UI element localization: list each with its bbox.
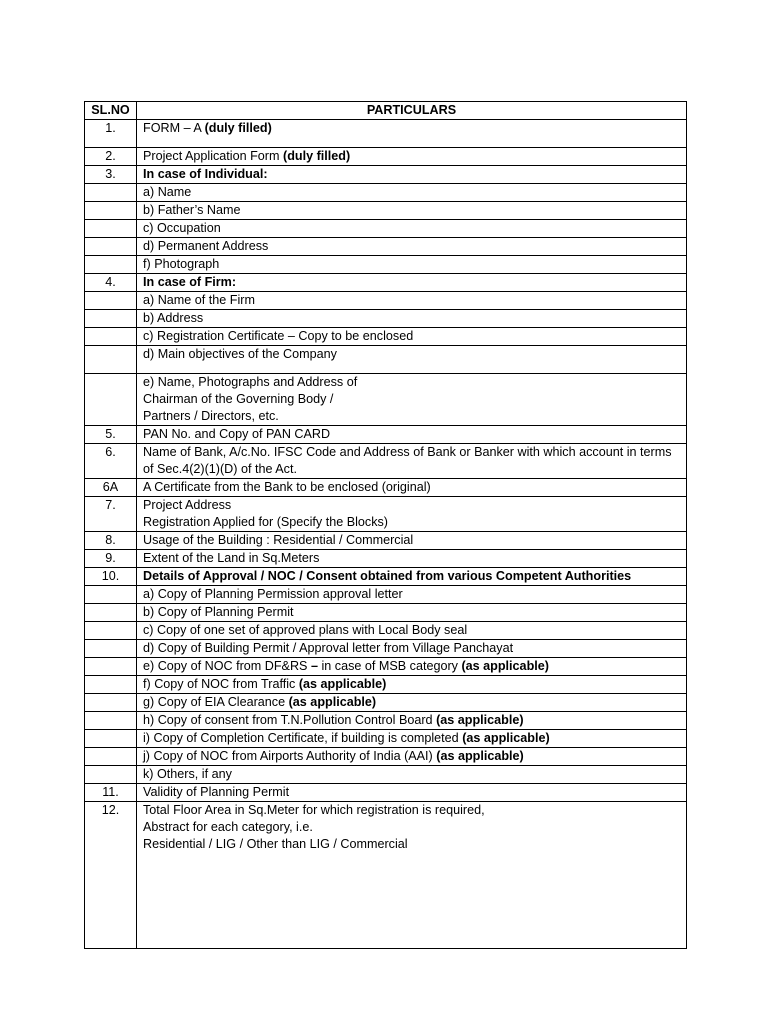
text-segment: Extent of the Land in Sq.Meters — [143, 551, 320, 565]
row-particulars — [137, 586, 687, 604]
bold-text: In case of Individual: — [143, 167, 268, 181]
table-row — [85, 274, 687, 292]
text-segment: FORM – A — [143, 121, 205, 135]
bold-text: (as applicable) — [436, 713, 524, 727]
row-number: 8. — [85, 532, 137, 550]
bold-text: Details of Approval / NOC / Consent obtained from various Competent Authorities — [143, 569, 632, 583]
table-row — [85, 802, 687, 949]
slno-header: SL.NO — [85, 102, 137, 120]
table-row — [85, 622, 687, 640]
row-particulars — [137, 328, 687, 346]
table-row — [85, 328, 687, 346]
row-particulars — [137, 532, 687, 550]
row-number — [85, 730, 137, 748]
row-number — [85, 658, 137, 676]
text-segment: e) Name, Photographs and Address of — [143, 375, 358, 389]
bold-text: (as applicable) — [462, 731, 550, 745]
row-number: 10. — [85, 568, 137, 586]
row-number: 11. — [85, 784, 137, 802]
row-number: 9. — [85, 550, 137, 568]
text-segment: A Certificate from the Bank to be enclosed (original) — [143, 480, 431, 494]
row-particulars — [137, 346, 687, 374]
table-row — [85, 550, 687, 568]
row-particulars — [137, 766, 687, 784]
row-particulars — [137, 444, 687, 479]
row-particulars — [137, 148, 687, 166]
bold-text: In case of Firm: — [143, 275, 237, 289]
row-particulars — [137, 658, 687, 676]
row-particulars — [137, 730, 687, 748]
text-segment: e) Copy of NOC from DF&RS — [143, 659, 311, 673]
bold-text: (duly filled) — [283, 149, 351, 163]
table-row — [85, 148, 687, 166]
table-row — [85, 497, 687, 532]
row-particulars — [137, 238, 687, 256]
row-particulars — [137, 426, 687, 444]
text-segment: Chairman of the Governing Body / — [143, 392, 334, 406]
text-segment: PAN No. and Copy of PAN CARD — [143, 427, 331, 441]
row-number — [85, 202, 137, 220]
table-row — [85, 426, 687, 444]
table-row — [85, 640, 687, 658]
row-number: 1. — [85, 120, 137, 148]
table-body — [85, 120, 687, 949]
text-segment: f) Copy of NOC from Traffic — [143, 677, 299, 691]
row-particulars — [137, 166, 687, 184]
row-particulars — [137, 622, 687, 640]
row-particulars — [137, 497, 687, 532]
row-particulars — [137, 479, 687, 497]
table-row — [85, 694, 687, 712]
particulars-header: PARTICULARS — [137, 102, 687, 120]
row-particulars — [137, 604, 687, 622]
text-segment: Abstract for each category, i.e. — [143, 820, 313, 834]
bold-text: – — [310, 659, 318, 673]
table-row — [85, 166, 687, 184]
row-number — [85, 328, 137, 346]
table-row — [85, 120, 687, 148]
table-row — [85, 784, 687, 802]
row-number: 7. — [85, 497, 137, 532]
text-segment: d) Main objectives of the Company — [143, 347, 337, 361]
text-segment: i) Copy of Completion Certificate, if building is completed — [143, 731, 463, 745]
text-segment: a) Copy of Planning Permission approval letter — [143, 587, 403, 601]
table-row — [85, 586, 687, 604]
table-row — [85, 766, 687, 784]
table-row — [85, 712, 687, 730]
row-number — [85, 292, 137, 310]
table-row — [85, 238, 687, 256]
row-particulars — [137, 568, 687, 586]
text-segment: f) Photograph — [143, 257, 220, 271]
row-number: 2. — [85, 148, 137, 166]
text-segment: d) Permanent Address — [143, 239, 269, 253]
row-number — [85, 604, 137, 622]
row-number — [85, 748, 137, 766]
row-number — [85, 766, 137, 784]
bold-text: (as applicable) — [298, 677, 387, 691]
row-particulars — [137, 748, 687, 766]
row-particulars — [137, 256, 687, 274]
bold-text: (duly filled) — [204, 121, 272, 135]
row-particulars — [137, 784, 687, 802]
text-segment: b) Father’s Name — [143, 203, 241, 217]
text-segment: Total Floor Area in Sq.Meter for which registration is required, — [143, 803, 485, 817]
row-particulars — [137, 374, 687, 426]
row-particulars — [137, 292, 687, 310]
text-segment: d) Copy of Building Permit / Approval letter from Village Panchayat — [143, 641, 514, 655]
row-particulars — [137, 202, 687, 220]
text-segment: j) Copy of NOC from Airports Authority of India (AAI) — [143, 749, 437, 763]
row-number — [85, 640, 137, 658]
table-row — [85, 479, 687, 497]
text-segment: Project Address — [143, 498, 232, 512]
text-segment: Validity of Planning Permit — [143, 785, 290, 799]
bold-text: (as applicable) — [288, 695, 377, 709]
table-row — [85, 730, 687, 748]
text-segment: Usage of the Building : Residential / Commercial — [143, 533, 414, 547]
row-particulars — [137, 694, 687, 712]
table-row — [85, 444, 687, 479]
text-segment: Name of Bank, A/c.No. IFSC Code and Address of Bank or Banker with which account in terms of Sec.4(2)(1)(D) of the Act. — [143, 445, 672, 476]
row-number — [85, 374, 137, 426]
text-segment: k) Others, if any — [143, 767, 232, 781]
row-number: 6A — [85, 479, 137, 497]
row-particulars — [137, 802, 687, 949]
row-number — [85, 694, 137, 712]
row-number: 4. — [85, 274, 137, 292]
table-row — [85, 202, 687, 220]
row-particulars — [137, 120, 687, 148]
table-row — [85, 374, 687, 426]
text-segment: Registration Applied for (Specify the Blocks) — [143, 515, 388, 529]
row-number — [85, 712, 137, 730]
text-segment: c) Occupation — [143, 221, 221, 235]
row-number — [85, 220, 137, 238]
table-row — [85, 658, 687, 676]
table-row — [85, 748, 687, 766]
table-row — [85, 532, 687, 550]
row-number — [85, 586, 137, 604]
row-number: 6. — [85, 444, 137, 479]
table-row — [85, 256, 687, 274]
text-segment: Partners / Directors, etc. — [143, 409, 279, 423]
row-number — [85, 310, 137, 328]
row-particulars — [137, 640, 687, 658]
table-row — [85, 310, 687, 328]
row-number: 12. — [85, 802, 137, 949]
row-particulars — [137, 550, 687, 568]
text-segment: c) Registration Certificate – Copy to be enclosed — [143, 329, 414, 343]
table-row — [85, 292, 687, 310]
text-segment: a) Name — [143, 185, 192, 199]
table-row — [85, 676, 687, 694]
table-row — [85, 220, 687, 238]
table-row — [85, 568, 687, 586]
text-segment: Residential / LIG / Other than LIG / Commercial — [143, 837, 408, 851]
table-row — [85, 604, 687, 622]
row-particulars — [137, 184, 687, 202]
bold-text: (as applicable) — [461, 659, 549, 673]
row-particulars — [137, 274, 687, 292]
row-particulars — [137, 712, 687, 730]
row-particulars — [137, 676, 687, 694]
row-number — [85, 256, 137, 274]
row-particulars — [137, 220, 687, 238]
row-number: 5. — [85, 426, 137, 444]
document-table — [84, 101, 687, 949]
text-segment: in case of MSB category — [317, 659, 462, 673]
row-number — [85, 238, 137, 256]
text-segment: h) Copy of consent from T.N.Pollution Control Board — [143, 713, 437, 727]
row-number — [85, 622, 137, 640]
row-number — [85, 346, 137, 374]
text-segment: c) Copy of one set of approved plans with Local Body seal — [143, 623, 468, 637]
text-segment: b) Address — [143, 311, 204, 325]
text-segment: a) Name of the Firm — [143, 293, 255, 307]
text-segment: Project Application Form — [143, 149, 283, 163]
row-particulars — [137, 310, 687, 328]
bold-text: (as applicable) — [436, 749, 524, 763]
table-row — [85, 184, 687, 202]
table-header-row — [85, 102, 687, 120]
row-number — [85, 184, 137, 202]
text-segment: g) Copy of EIA Clearance — [143, 695, 289, 709]
text-segment: b) Copy of Planning Permit — [143, 605, 294, 619]
row-number — [85, 676, 137, 694]
table-row — [85, 346, 687, 374]
row-number: 3. — [85, 166, 137, 184]
